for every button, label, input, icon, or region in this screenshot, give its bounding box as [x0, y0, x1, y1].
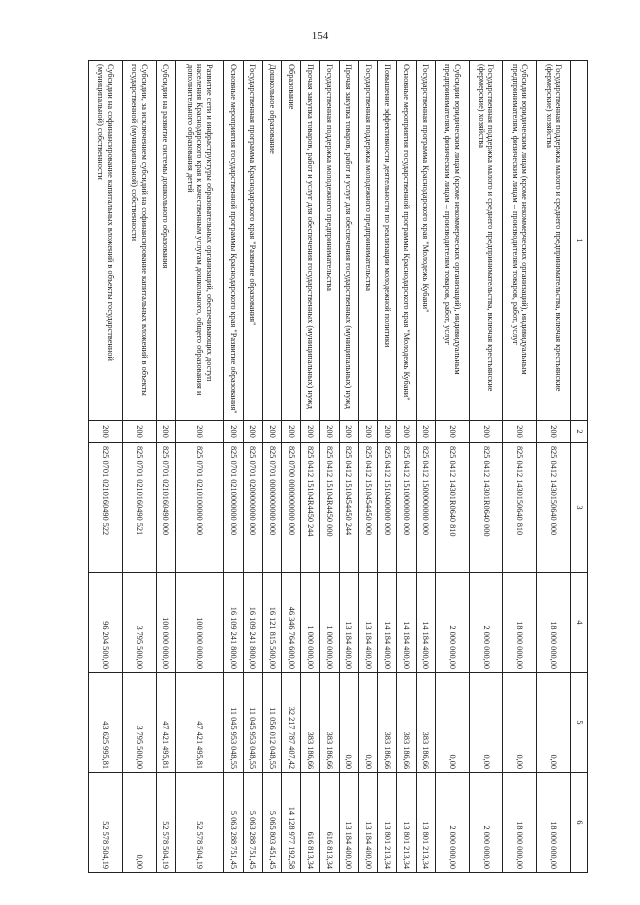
row-name: Дошкольное образование — [262, 61, 281, 421]
table-wrapper — [88, 60, 588, 872]
row-value-4: 16 109 241 800,00 — [243, 573, 262, 673]
row-value-6: 616 813,34 — [301, 773, 320, 873]
row-value-4: 16 121 815 500,00 — [262, 573, 281, 673]
table-row — [378, 61, 397, 873]
row-value-5: 0,00 — [469, 673, 503, 773]
row-code-3: 825 0701 0210160490 521 — [122, 443, 156, 573]
page-number: 154 — [311, 30, 329, 42]
row-value-6: 14 128 977 192,58 — [282, 773, 301, 873]
row-value-5: 0,00 — [435, 673, 469, 773]
row-value-5: 0,00 — [503, 673, 537, 773]
row-name: Государственная поддержка молодежного предпринимательства — [358, 61, 377, 421]
row-code-2: 200 — [301, 421, 320, 443]
rotated-page-content — [88, 60, 588, 872]
row-value-6: 52 578 504,19 — [89, 773, 123, 873]
table-row — [503, 61, 537, 873]
row-name: Субсидии на софинансирование капитальных вложений в объекты государственной (муниципальной) собственности — [89, 61, 123, 421]
row-name: Основные мероприятия государственной программы Краснодарского края "Молодежь Кубани" — [397, 61, 416, 421]
row-code-2: 200 — [262, 421, 281, 443]
row-code-2: 200 — [435, 421, 469, 443]
row-code-2: 200 — [89, 421, 123, 443]
row-value-6: 13 801 213,34 — [378, 773, 397, 873]
row-value-4: 2 000 000,00 — [435, 573, 469, 673]
row-code-3: 825 0701 0210160490 000 — [156, 443, 175, 573]
row-value-5: 383 186,66 — [397, 673, 416, 773]
row-value-4: 14 184 400,00 — [416, 573, 435, 673]
row-value-5: 47 421 495,81 — [156, 673, 175, 773]
table-row — [339, 61, 358, 873]
row-code-3: 825 0701 0210160490 522 — [89, 443, 123, 573]
row-value-4: 3 795 500,00 — [122, 573, 156, 673]
row-name: Основные мероприятия государственной программы Краснодарского края "Развитие образования" — [224, 61, 243, 421]
row-code-3: 825 0701 0210000000 000 — [224, 443, 243, 573]
row-value-4: 1 000 000,00 — [320, 573, 339, 673]
table-row — [282, 61, 301, 873]
table-row — [156, 61, 175, 873]
row-name: Государственная программа Краснодарского края "Развитие образования" — [243, 61, 262, 421]
row-value-6: 5 063 288 751,45 — [224, 773, 243, 873]
table-row — [469, 61, 503, 873]
row-value-5: 383 186,66 — [378, 673, 397, 773]
row-code-2: 200 — [320, 421, 339, 443]
row-value-5: 383 186,66 — [416, 673, 435, 773]
row-value-6: 5 063 288 751,45 — [243, 773, 262, 873]
header-col-6: 6 — [571, 773, 588, 873]
row-name: Субсидии на развитие системы дошкольного образования — [156, 61, 175, 421]
row-value-5: 11 045 953 048,55 — [243, 673, 262, 773]
row-value-5: 0,00 — [537, 673, 571, 773]
row-value-5: 0,00 — [358, 673, 377, 773]
row-code-3: 825 0412 14301R0640 000 — [469, 443, 503, 573]
row-code-3: 825 0701 0210100000 000 — [175, 443, 223, 573]
header-col-4: 4 — [571, 573, 588, 673]
row-name: Субсидии юридическим лицам (кроме некоммерческих организаций), индивидуальным предпринимателям, физическим лицам – производителям товаров, работ, услуг — [503, 61, 537, 421]
table-row — [175, 61, 223, 873]
row-code-3: 825 0412 1510400000 000 — [378, 443, 397, 573]
row-code-3: 825 0700 0000000000 000 — [282, 443, 301, 573]
header-row — [571, 61, 588, 873]
row-code-3: 825 0412 1500000000 000 — [416, 443, 435, 573]
row-value-6: 13 801 213,34 — [416, 773, 435, 873]
row-value-4: 13 184 400,00 — [358, 573, 377, 673]
row-value-4: 1 000 000,00 — [301, 573, 320, 673]
row-name: Развитие сети и инфраструктуры образовательных организаций, обеспечивающих доступ населения Краснодарского края к качественным услугам дошкольного, общего образования и дополнительного образования детей — [175, 61, 223, 421]
row-value-4: 18 000 000,00 — [503, 573, 537, 673]
row-value-4: 2 000 000,00 — [469, 573, 503, 673]
row-code-3: 825 0412 15104R4450 000 — [320, 443, 339, 573]
row-code-2: 200 — [469, 421, 503, 443]
row-code-3: 825 0412 15104R4450 244 — [301, 443, 320, 573]
table-row — [358, 61, 377, 873]
row-value-4: 100 000 000,00 — [175, 573, 223, 673]
row-value-6: 18 000 000,00 — [503, 773, 537, 873]
row-value-6: 5 065 803 451,45 — [262, 773, 281, 873]
row-code-2: 200 — [537, 421, 571, 443]
row-value-6: 52 578 504,19 — [156, 773, 175, 873]
row-name: Прочая закупка товаров, работ и услуг для обеспечения государственных (муниципальных) нужд — [339, 61, 358, 421]
row-name: Субсидии, за исключением субсидий на софинансирование капитальных вложений в объекты государственной (муниципальной) собственности — [122, 61, 156, 421]
row-code-2: 200 — [175, 421, 223, 443]
row-name: Прочая закупка товаров, работ и услуг для обеспечения государственных (муниципальных) нужд — [301, 61, 320, 421]
row-value-6: 13 801 213,34 — [397, 773, 416, 873]
row-value-5: 32 217 787 407,42 — [282, 673, 301, 773]
row-name: Образование — [282, 61, 301, 421]
row-value-4: 13 184 400,00 — [339, 573, 358, 673]
header-col-1: 1 — [571, 61, 588, 421]
row-code-3: 825 0412 1510454450 000 — [358, 443, 377, 573]
row-value-6: 2 000 000,00 — [469, 773, 503, 873]
header-col-3: 3 — [571, 443, 588, 573]
budget-table — [88, 60, 588, 873]
row-value-4: 100 000 000,00 — [156, 573, 175, 673]
row-name: Субсидии юридическим лицам (кроме некоммерческих организаций), индивидуальным предпринимателям, физическим лицам – производителям товаров, работ, услуг — [435, 61, 469, 421]
row-value-6: 0,00 — [122, 773, 156, 873]
row-value-4: 18 000 000,00 — [537, 573, 571, 673]
row-value-5: 11 056 012 048,55 — [262, 673, 281, 773]
row-code-2: 200 — [339, 421, 358, 443]
row-value-4: 16 109 241 800,00 — [224, 573, 243, 673]
table-row — [435, 61, 469, 873]
row-code-2: 200 — [397, 421, 416, 443]
table-row — [89, 61, 123, 873]
row-code-2: 200 — [224, 421, 243, 443]
row-name: Государственная поддержка малого и среднего предпринимательства, включая крестьянские (фермерские) хозяйства — [537, 61, 571, 421]
row-value-6: 13 184 400,00 — [339, 773, 358, 873]
table-row — [397, 61, 416, 873]
row-code-3: 825 0412 1430150640 810 — [503, 443, 537, 573]
row-code-2: 200 — [358, 421, 377, 443]
row-value-4: 14 184 400,00 — [378, 573, 397, 673]
row-name: Государственная поддержка малого и среднего предпринимательства, включая крестьянские (фермерские) хозяйства — [469, 61, 503, 421]
row-code-3: 825 0412 1510454450 244 — [339, 443, 358, 573]
row-value-6: 13 184 400,00 — [358, 773, 377, 873]
row-value-4: 46 346 764 600,00 — [282, 573, 301, 673]
row-code-2: 200 — [282, 421, 301, 443]
header-col-5: 5 — [571, 673, 588, 773]
row-value-5: 383 186,66 — [301, 673, 320, 773]
row-value-4: 14 184 400,00 — [397, 573, 416, 673]
row-value-6: 18 000 000,00 — [537, 773, 571, 873]
row-code-3: 825 0412 14301R0640 810 — [435, 443, 469, 573]
row-name: Государственная поддержка молодежного предпринимательства — [320, 61, 339, 421]
row-value-5: 383 186,66 — [320, 673, 339, 773]
row-code-2: 200 — [122, 421, 156, 443]
header-col-2: 2 — [571, 421, 588, 443]
row-value-6: 52 578 504,19 — [175, 773, 223, 873]
row-code-2: 200 — [503, 421, 537, 443]
row-value-5: 11 045 953 048,55 — [224, 673, 243, 773]
row-code-2: 200 — [243, 421, 262, 443]
row-code-2: 200 — [156, 421, 175, 443]
table-row — [262, 61, 281, 873]
row-value-5: 43 625 995,81 — [89, 673, 123, 773]
row-value-6: 2 000 000,00 — [435, 773, 469, 873]
row-value-6: 616 813,34 — [320, 773, 339, 873]
row-value-4: 96 204 500,00 — [89, 573, 123, 673]
row-code-3: 825 0701 0000000000 000 — [262, 443, 281, 573]
row-name: Повышение эффективности деятельности по реализации молодежной политики — [378, 61, 397, 421]
row-code-3: 825 0701 0200000000 000 — [243, 443, 262, 573]
row-code-3: 825 0412 1430150640 000 — [537, 443, 571, 573]
row-value-5: 0,00 — [339, 673, 358, 773]
table-row — [122, 61, 156, 873]
table-row — [537, 61, 571, 873]
table-row — [320, 61, 339, 873]
row-name: Государственная программа Краснодарского края "Молодежь Кубани" — [416, 61, 435, 421]
table-row — [243, 61, 262, 873]
table-row — [416, 61, 435, 873]
row-value-5: 3 795 500,00 — [122, 673, 156, 773]
table-row — [224, 61, 243, 873]
row-value-5: 47 421 495,81 — [175, 673, 223, 773]
table-row — [301, 61, 320, 873]
row-code-3: 825 0412 1510000000 000 — [397, 443, 416, 573]
row-code-2: 200 — [416, 421, 435, 443]
row-code-2: 200 — [378, 421, 397, 443]
